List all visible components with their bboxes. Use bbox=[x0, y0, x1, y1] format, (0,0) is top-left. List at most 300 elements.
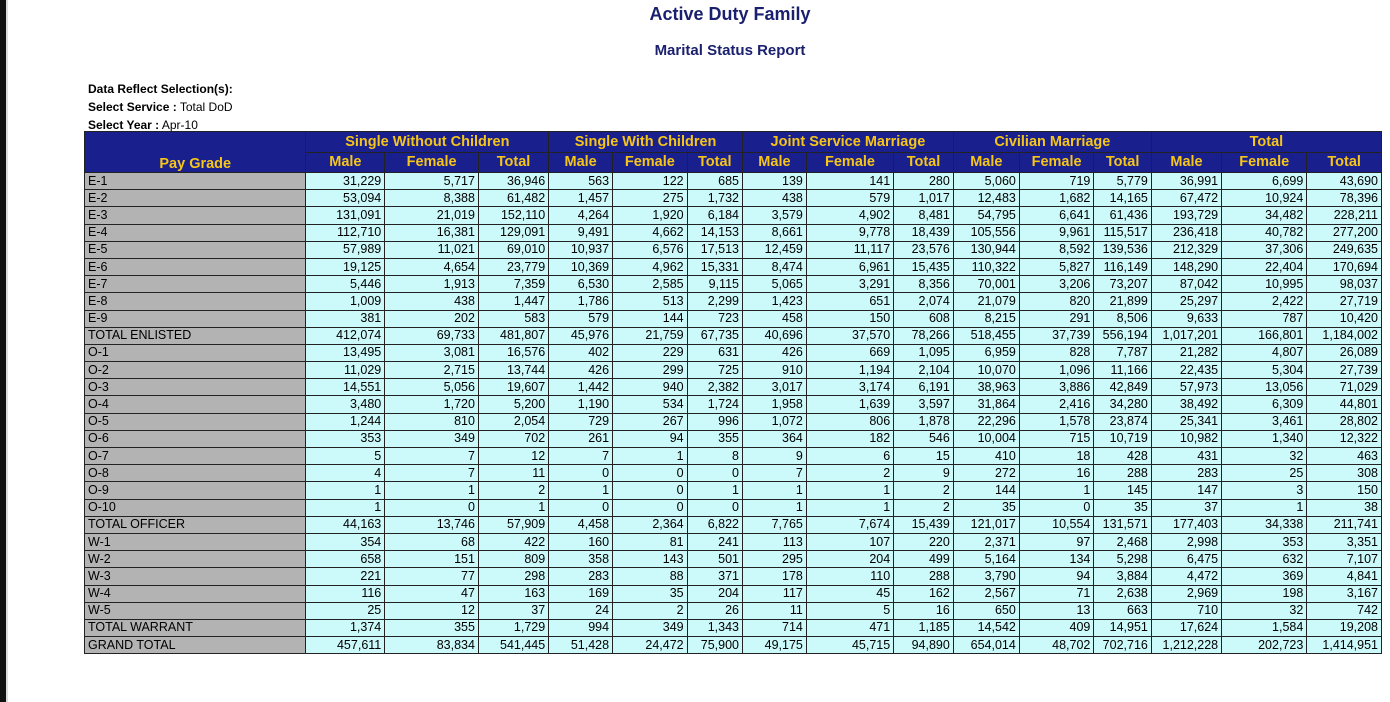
table-row bbox=[85, 568, 1382, 585]
value-cell: 141 bbox=[806, 173, 893, 190]
value-cell: 11 bbox=[478, 465, 548, 482]
value-cell: 8,661 bbox=[742, 224, 806, 241]
year-label: Select Year : bbox=[88, 118, 160, 132]
value-cell: 202 bbox=[385, 310, 479, 327]
value-cell: 702,716 bbox=[1094, 637, 1151, 654]
value-cell: 6 bbox=[806, 448, 893, 465]
value-cell: 7 bbox=[385, 448, 479, 465]
value-cell: 40,696 bbox=[742, 327, 806, 344]
value-cell: 1 bbox=[806, 499, 893, 516]
value-cell: 7 bbox=[742, 465, 806, 482]
pay-grade-cell: TOTAL WARRANT bbox=[85, 619, 306, 636]
group-header-civilian-marriage: Civilian Marriage bbox=[953, 132, 1151, 153]
value-cell: 355 bbox=[385, 619, 479, 636]
value-cell: 308 bbox=[1307, 465, 1382, 482]
value-cell: 410 bbox=[953, 448, 1019, 465]
value-cell: 940 bbox=[613, 379, 688, 396]
value-cell: 5,717 bbox=[385, 173, 479, 190]
subheader-civilian-marriage-male: Male bbox=[953, 153, 1019, 173]
value-cell: 6,184 bbox=[687, 207, 742, 224]
value-cell: 12 bbox=[478, 448, 548, 465]
value-cell: 353 bbox=[1222, 533, 1307, 550]
value-cell: 28,802 bbox=[1307, 413, 1382, 430]
value-cell: 710 bbox=[1151, 602, 1221, 619]
value-cell: 152,110 bbox=[478, 207, 548, 224]
value-cell: 57,973 bbox=[1151, 379, 1221, 396]
value-cell: 10,924 bbox=[1222, 190, 1307, 207]
value-cell: 579 bbox=[549, 310, 613, 327]
value-cell: 10,070 bbox=[953, 362, 1019, 379]
value-cell: 13,746 bbox=[385, 516, 479, 533]
value-cell: 71,029 bbox=[1307, 379, 1382, 396]
value-cell: 1,374 bbox=[306, 619, 385, 636]
value-cell: 2,422 bbox=[1222, 293, 1307, 310]
value-cell: 69,010 bbox=[478, 241, 548, 258]
value-cell: 6,641 bbox=[1019, 207, 1094, 224]
value-cell: 122 bbox=[613, 173, 688, 190]
value-cell: 5,200 bbox=[478, 396, 548, 413]
value-cell: 8 bbox=[687, 448, 742, 465]
subheader-single-without-children-female: Female bbox=[385, 153, 479, 173]
value-cell: 349 bbox=[613, 619, 688, 636]
report-subtitle: Marital Status Report bbox=[654, 42, 806, 59]
value-cell: 5,827 bbox=[1019, 258, 1094, 275]
table-row bbox=[85, 190, 1382, 207]
value-cell: 1,184,002 bbox=[1307, 327, 1382, 344]
value-cell: 25,297 bbox=[1151, 293, 1221, 310]
value-cell: 1,457 bbox=[549, 190, 613, 207]
value-cell: 61,436 bbox=[1094, 207, 1151, 224]
value-cell: 12,459 bbox=[742, 241, 806, 258]
pay-grade-cell: O-7 bbox=[85, 448, 306, 465]
value-cell: 364 bbox=[742, 430, 806, 447]
value-cell: 37 bbox=[1151, 499, 1221, 516]
value-cell: 21,759 bbox=[613, 327, 688, 344]
value-cell: 1,720 bbox=[385, 396, 479, 413]
value-cell: 9 bbox=[742, 448, 806, 465]
value-cell: 663 bbox=[1094, 602, 1151, 619]
value-cell: 61,482 bbox=[478, 190, 548, 207]
value-cell: 3,461 bbox=[1222, 413, 1307, 430]
value-cell: 3,017 bbox=[742, 379, 806, 396]
value-cell: 6,191 bbox=[894, 379, 954, 396]
pay-grade-cell: O-9 bbox=[85, 482, 306, 499]
value-cell: 116,149 bbox=[1094, 258, 1151, 275]
value-cell: 45 bbox=[806, 585, 893, 602]
value-cell: 371 bbox=[687, 568, 742, 585]
value-cell: 97 bbox=[1019, 533, 1094, 550]
value-cell: 13,744 bbox=[478, 362, 548, 379]
table-row bbox=[85, 551, 1382, 568]
subheader-total-female: Female bbox=[1222, 153, 1307, 173]
value-cell: 3,886 bbox=[1019, 379, 1094, 396]
group-header-single-without-children: Single Without Children bbox=[306, 132, 549, 153]
pay-grade-cell: W-4 bbox=[85, 585, 306, 602]
value-cell: 229 bbox=[613, 344, 688, 361]
value-cell: 130,944 bbox=[953, 241, 1019, 258]
value-cell: 299 bbox=[613, 362, 688, 379]
year-value: Apr-10 bbox=[161, 118, 198, 132]
value-cell: 117 bbox=[742, 585, 806, 602]
subheader-single-without-children-total: Total bbox=[478, 153, 548, 173]
value-cell: 1,878 bbox=[894, 413, 954, 430]
value-cell: 150 bbox=[806, 310, 893, 327]
value-cell: 12,483 bbox=[953, 190, 1019, 207]
value-cell: 1,343 bbox=[687, 619, 742, 636]
pay-grade-cell: O-1 bbox=[85, 344, 306, 361]
value-cell: 57,909 bbox=[478, 516, 548, 533]
value-cell: 2,299 bbox=[687, 293, 742, 310]
pay-grade-cell: E-7 bbox=[85, 276, 306, 293]
value-cell: 0 bbox=[549, 465, 613, 482]
value-cell: 9,491 bbox=[549, 224, 613, 241]
value-cell: 1 bbox=[806, 482, 893, 499]
value-cell: 3,291 bbox=[806, 276, 893, 293]
value-cell: 2,382 bbox=[687, 379, 742, 396]
value-cell: 9,961 bbox=[1019, 224, 1094, 241]
value-cell: 1,920 bbox=[613, 207, 688, 224]
value-cell: 107 bbox=[806, 533, 893, 550]
value-cell: 6,822 bbox=[687, 516, 742, 533]
value-cell: 4,458 bbox=[549, 516, 613, 533]
value-cell: 10,420 bbox=[1307, 310, 1382, 327]
value-cell: 4,902 bbox=[806, 207, 893, 224]
value-cell: 409 bbox=[1019, 619, 1094, 636]
value-cell: 0 bbox=[549, 499, 613, 516]
value-cell: 14,542 bbox=[953, 619, 1019, 636]
value-cell: 38,963 bbox=[953, 379, 1019, 396]
value-cell: 67,735 bbox=[687, 327, 742, 344]
value-cell: 353 bbox=[306, 430, 385, 447]
table-row bbox=[85, 379, 1382, 396]
pay-grade-cell: O-10 bbox=[85, 499, 306, 516]
value-cell: 112,710 bbox=[306, 224, 385, 241]
value-cell: 463 bbox=[1307, 448, 1382, 465]
value-cell: 144 bbox=[953, 482, 1019, 499]
pay-grade-cell: E-3 bbox=[85, 207, 306, 224]
value-cell: 1,244 bbox=[306, 413, 385, 430]
value-cell: 212,329 bbox=[1151, 241, 1221, 258]
value-cell: 23,874 bbox=[1094, 413, 1151, 430]
value-cell: 116 bbox=[306, 585, 385, 602]
value-cell: 1 bbox=[1019, 482, 1094, 499]
value-cell: 150 bbox=[1307, 482, 1382, 499]
value-cell: 0 bbox=[687, 465, 742, 482]
value-cell: 11,117 bbox=[806, 241, 893, 258]
value-cell: 73,207 bbox=[1094, 276, 1151, 293]
value-cell: 19,607 bbox=[478, 379, 548, 396]
value-cell: 9,633 bbox=[1151, 310, 1221, 327]
value-cell: 10,937 bbox=[549, 241, 613, 258]
subheader-total-total: Total bbox=[1307, 153, 1382, 173]
subheader-civilian-marriage-total: Total bbox=[1094, 153, 1151, 173]
table-row bbox=[85, 413, 1382, 430]
value-cell: 15,435 bbox=[894, 258, 954, 275]
value-cell: 40,782 bbox=[1222, 224, 1307, 241]
value-cell: 1,095 bbox=[894, 344, 954, 361]
value-cell: 5,779 bbox=[1094, 173, 1151, 190]
value-cell: 658 bbox=[306, 551, 385, 568]
value-cell: 27,739 bbox=[1307, 362, 1382, 379]
value-cell: 202,723 bbox=[1222, 637, 1307, 654]
value-cell: 725 bbox=[687, 362, 742, 379]
value-cell: 204 bbox=[687, 585, 742, 602]
value-cell: 54,795 bbox=[953, 207, 1019, 224]
subheader-single-with-children-male: Male bbox=[549, 153, 613, 173]
table-row bbox=[85, 344, 1382, 361]
value-cell: 8,506 bbox=[1094, 310, 1151, 327]
value-cell: 272 bbox=[953, 465, 1019, 482]
value-cell: 2,416 bbox=[1019, 396, 1094, 413]
table-row bbox=[85, 310, 1382, 327]
value-cell: 17,624 bbox=[1151, 619, 1221, 636]
value-cell: 295 bbox=[742, 551, 806, 568]
value-cell: 2,638 bbox=[1094, 585, 1151, 602]
value-cell: 25,341 bbox=[1151, 413, 1221, 430]
value-cell: 31,864 bbox=[953, 396, 1019, 413]
value-cell: 94,890 bbox=[894, 637, 954, 654]
value-cell: 6,475 bbox=[1151, 551, 1221, 568]
pay-grade-cell: O-8 bbox=[85, 465, 306, 482]
value-cell: 6,530 bbox=[549, 276, 613, 293]
value-cell: 1,185 bbox=[894, 619, 954, 636]
pay-grade-cell: O-4 bbox=[85, 396, 306, 413]
value-cell: 412,074 bbox=[306, 327, 385, 344]
value-cell: 94 bbox=[613, 430, 688, 447]
pay-grade-cell: GRAND TOTAL bbox=[85, 637, 306, 654]
value-cell: 3,790 bbox=[953, 568, 1019, 585]
value-cell: 11,029 bbox=[306, 362, 385, 379]
value-cell: 2 bbox=[806, 465, 893, 482]
value-cell: 422 bbox=[478, 533, 548, 550]
value-cell: 291 bbox=[1019, 310, 1094, 327]
table-row bbox=[85, 258, 1382, 275]
value-cell: 6,309 bbox=[1222, 396, 1307, 413]
value-cell: 2,364 bbox=[613, 516, 688, 533]
value-cell: 143 bbox=[613, 551, 688, 568]
value-cell: 49,175 bbox=[742, 637, 806, 654]
value-cell: 78,396 bbox=[1307, 190, 1382, 207]
value-cell: 7,107 bbox=[1307, 551, 1382, 568]
value-cell: 193,729 bbox=[1151, 207, 1221, 224]
value-cell: 1,414,951 bbox=[1307, 637, 1382, 654]
value-cell: 38,492 bbox=[1151, 396, 1221, 413]
value-cell: 1,447 bbox=[478, 293, 548, 310]
value-cell: 71 bbox=[1019, 585, 1094, 602]
value-cell: 4,841 bbox=[1307, 568, 1382, 585]
value-cell: 910 bbox=[742, 362, 806, 379]
value-cell: 57,989 bbox=[306, 241, 385, 258]
value-cell: 608 bbox=[894, 310, 954, 327]
value-cell: 51,428 bbox=[549, 637, 613, 654]
value-cell: 719 bbox=[1019, 173, 1094, 190]
value-cell: 2,104 bbox=[894, 362, 954, 379]
value-cell: 10,004 bbox=[953, 430, 1019, 447]
value-cell: 47 bbox=[385, 585, 479, 602]
value-cell: 1 bbox=[478, 499, 548, 516]
value-cell: 3,351 bbox=[1307, 533, 1382, 550]
value-cell: 16,381 bbox=[385, 224, 479, 241]
value-cell: 277,200 bbox=[1307, 224, 1382, 241]
value-cell: 8,388 bbox=[385, 190, 479, 207]
value-cell: 1,584 bbox=[1222, 619, 1307, 636]
value-cell: 23,779 bbox=[478, 258, 548, 275]
value-cell: 6,961 bbox=[806, 258, 893, 275]
value-cell: 579 bbox=[806, 190, 893, 207]
value-cell: 0 bbox=[385, 499, 479, 516]
value-cell: 78,266 bbox=[894, 327, 954, 344]
value-cell: 11,021 bbox=[385, 241, 479, 258]
value-cell: 182 bbox=[806, 430, 893, 447]
value-cell: 1 bbox=[306, 482, 385, 499]
value-cell: 121,017 bbox=[953, 516, 1019, 533]
value-cell: 288 bbox=[894, 568, 954, 585]
value-cell: 38 bbox=[1307, 499, 1382, 516]
value-cell: 1,017 bbox=[894, 190, 954, 207]
value-cell: 1 bbox=[306, 499, 385, 516]
value-cell: 221 bbox=[306, 568, 385, 585]
value-cell: 715 bbox=[1019, 430, 1094, 447]
value-cell: 37,739 bbox=[1019, 327, 1094, 344]
value-cell: 48,702 bbox=[1019, 637, 1094, 654]
subheader-civilian-marriage-female: Female bbox=[1019, 153, 1094, 173]
value-cell: 75,900 bbox=[687, 637, 742, 654]
value-cell: 7 bbox=[385, 465, 479, 482]
value-cell: 35 bbox=[953, 499, 1019, 516]
pay-grade-cell: O-5 bbox=[85, 413, 306, 430]
value-cell: 170,694 bbox=[1307, 258, 1382, 275]
value-cell: 24,472 bbox=[613, 637, 688, 654]
value-cell: 26 bbox=[687, 602, 742, 619]
value-cell: 5,065 bbox=[742, 276, 806, 293]
value-cell: 631 bbox=[687, 344, 742, 361]
value-cell: 355 bbox=[687, 430, 742, 447]
value-cell: 7,787 bbox=[1094, 344, 1151, 361]
value-cell: 139 bbox=[742, 173, 806, 190]
value-cell: 10,554 bbox=[1019, 516, 1094, 533]
pay-grade-cell: TOTAL OFFICER bbox=[85, 516, 306, 533]
value-cell: 5 bbox=[806, 602, 893, 619]
value-cell: 9 bbox=[894, 465, 954, 482]
subheader-single-without-children-male: Male bbox=[306, 153, 385, 173]
table-row bbox=[85, 207, 1382, 224]
group-header-total: Total bbox=[1151, 132, 1381, 153]
value-cell: 43,690 bbox=[1307, 173, 1382, 190]
value-cell: 7 bbox=[549, 448, 613, 465]
subheader-single-with-children-total: Total bbox=[687, 153, 742, 173]
subheader-joint-service-marriage-male: Male bbox=[742, 153, 806, 173]
value-cell: 15 bbox=[894, 448, 954, 465]
value-cell: 169 bbox=[549, 585, 613, 602]
value-cell: 426 bbox=[549, 362, 613, 379]
value-cell: 3,206 bbox=[1019, 276, 1094, 293]
value-cell: 2,585 bbox=[613, 276, 688, 293]
value-cell: 8,481 bbox=[894, 207, 954, 224]
value-cell: 1 bbox=[385, 482, 479, 499]
pay-grade-cell: O-6 bbox=[85, 430, 306, 447]
value-cell: 113 bbox=[742, 533, 806, 550]
value-cell: 2,054 bbox=[478, 413, 548, 430]
value-cell: 5,446 bbox=[306, 276, 385, 293]
value-cell: 11,166 bbox=[1094, 362, 1151, 379]
value-cell: 37 bbox=[478, 602, 548, 619]
value-cell: 994 bbox=[549, 619, 613, 636]
value-cell: 25 bbox=[306, 602, 385, 619]
value-cell: 8,356 bbox=[894, 276, 954, 293]
value-cell: 178 bbox=[742, 568, 806, 585]
value-cell: 1 bbox=[742, 482, 806, 499]
value-cell: 11 bbox=[742, 602, 806, 619]
value-cell: 546 bbox=[894, 430, 954, 447]
value-cell: 115,517 bbox=[1094, 224, 1151, 241]
value-cell: 267 bbox=[613, 413, 688, 430]
value-cell: 8,592 bbox=[1019, 241, 1094, 258]
value-cell: 654,014 bbox=[953, 637, 1019, 654]
value-cell: 1 bbox=[742, 499, 806, 516]
value-cell: 45,715 bbox=[806, 637, 893, 654]
value-cell: 98,037 bbox=[1307, 276, 1382, 293]
value-cell: 1,729 bbox=[478, 619, 548, 636]
value-cell: 3,579 bbox=[742, 207, 806, 224]
value-cell: 14,951 bbox=[1094, 619, 1151, 636]
value-cell: 5 bbox=[306, 448, 385, 465]
pay-grade-cell: TOTAL ENLISTED bbox=[85, 327, 306, 344]
value-cell: 77 bbox=[385, 568, 479, 585]
value-cell: 820 bbox=[1019, 293, 1094, 310]
value-cell: 650 bbox=[953, 602, 1019, 619]
value-cell: 37,306 bbox=[1222, 241, 1307, 258]
value-cell: 1,212,228 bbox=[1151, 637, 1221, 654]
value-cell: 1,096 bbox=[1019, 362, 1094, 379]
value-cell: 6,959 bbox=[953, 344, 1019, 361]
value-cell: 3,174 bbox=[806, 379, 893, 396]
value-cell: 129,091 bbox=[478, 224, 548, 241]
pay-grade-cell: E-4 bbox=[85, 224, 306, 241]
value-cell: 32 bbox=[1222, 448, 1307, 465]
value-cell: 283 bbox=[1151, 465, 1221, 482]
value-cell: 22,435 bbox=[1151, 362, 1221, 379]
value-cell: 34,280 bbox=[1094, 396, 1151, 413]
value-cell: 70,001 bbox=[953, 276, 1019, 293]
value-cell: 9,115 bbox=[687, 276, 742, 293]
value-cell: 806 bbox=[806, 413, 893, 430]
value-cell: 139,536 bbox=[1094, 241, 1151, 258]
service-label: Select Service : bbox=[88, 100, 177, 114]
value-cell: 15,331 bbox=[687, 258, 742, 275]
value-cell: 53,094 bbox=[306, 190, 385, 207]
value-cell: 4,962 bbox=[613, 258, 688, 275]
value-cell: 5,060 bbox=[953, 173, 1019, 190]
value-cell: 145 bbox=[1094, 482, 1151, 499]
pay-grade-cell: O-3 bbox=[85, 379, 306, 396]
table-row bbox=[85, 533, 1382, 550]
value-cell: 10,995 bbox=[1222, 276, 1307, 293]
value-cell: 36,946 bbox=[478, 173, 548, 190]
pay-grade-cell: W-2 bbox=[85, 551, 306, 568]
value-cell: 7,359 bbox=[478, 276, 548, 293]
value-cell: 34,338 bbox=[1222, 516, 1307, 533]
value-cell: 144 bbox=[613, 310, 688, 327]
value-cell: 714 bbox=[742, 619, 806, 636]
value-cell: 16 bbox=[894, 602, 954, 619]
table-row bbox=[85, 482, 1382, 499]
value-cell: 134 bbox=[1019, 551, 1094, 568]
value-cell: 42,849 bbox=[1094, 379, 1151, 396]
value-cell: 4,807 bbox=[1222, 344, 1307, 361]
subheader-total-male: Male bbox=[1151, 153, 1221, 173]
value-cell: 1,732 bbox=[687, 190, 742, 207]
value-cell: 1,682 bbox=[1019, 190, 1094, 207]
